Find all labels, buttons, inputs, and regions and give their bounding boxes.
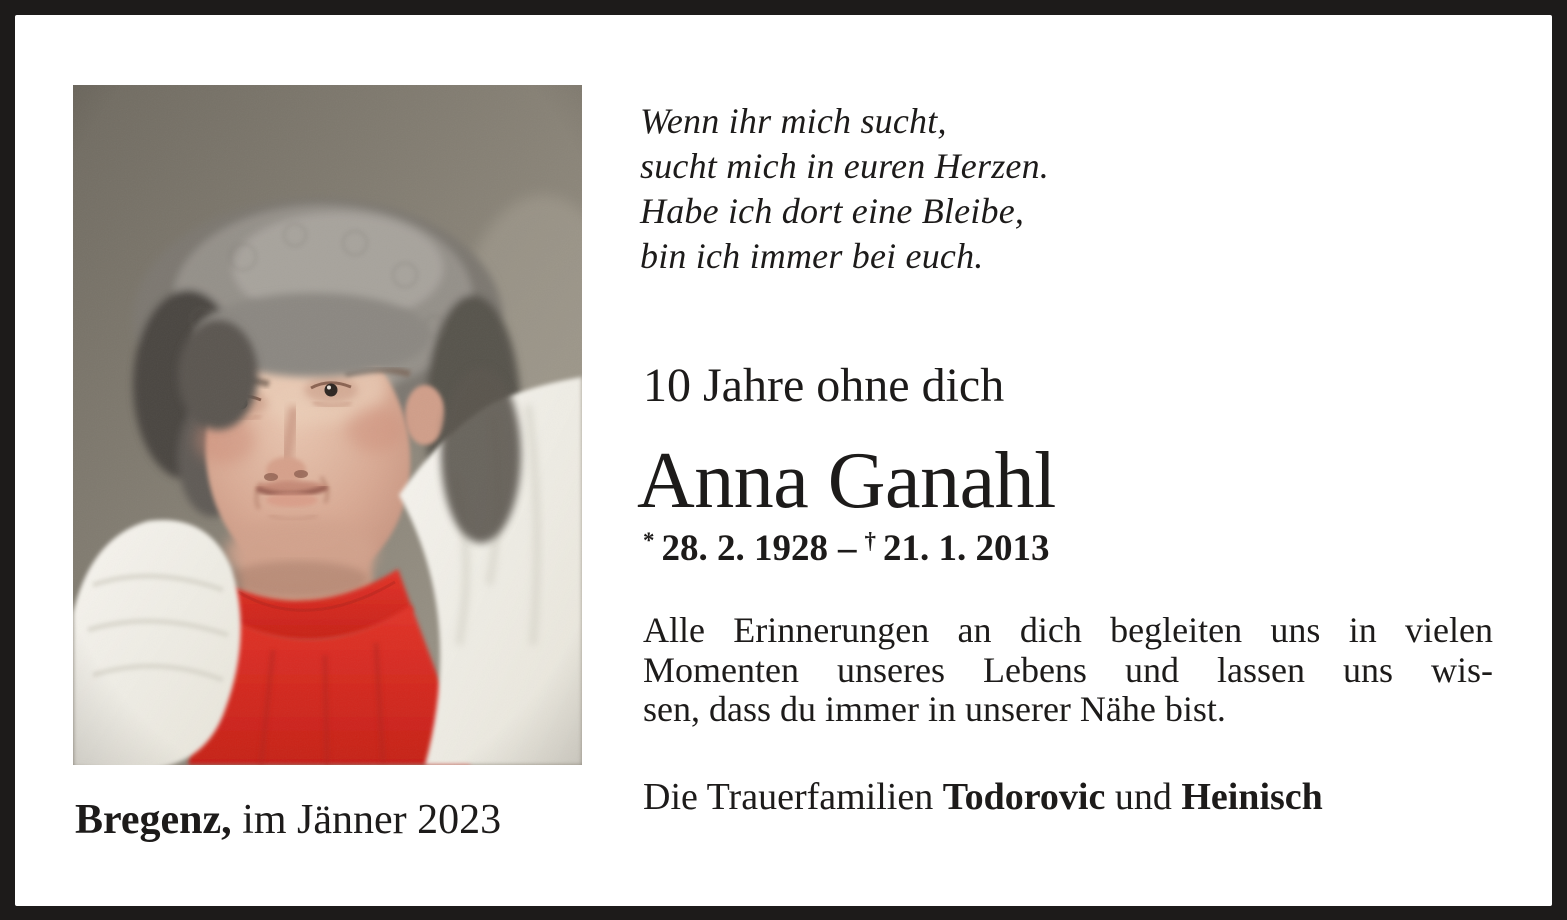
mourners-line [643,775,1323,821]
family-name-heinisch: Heinisch [1181,776,1323,818]
portrait-photo-canvas [73,85,582,765]
portrait-photo [73,85,582,765]
deceased-name: Anna Ganahl [637,437,1056,525]
birth-date: 28. 2. 1928 [661,528,828,569]
date-separator: – [837,528,857,569]
poem-line: Wenn ihr mich sucht, [640,101,947,141]
tribute-paragraph [643,611,1493,730]
death-date: 21. 1. 2013 [882,528,1050,569]
mourners-conjunction: und [1114,776,1172,818]
place-dateline [75,795,501,845]
poem-line: Habe ich dort eine Bleibe, [640,191,1025,231]
birth-star-symbol: * [643,528,655,554]
anniversary-heading: 10 Jahre ohne dich [643,359,1005,412]
place-name: Bregenz, [75,797,232,843]
film-grain-overlay [73,85,582,765]
memorial-card [15,15,1552,906]
mourners-prefix: Die Trauerfamilien [643,776,934,818]
death-cross-symbol: † [864,528,876,554]
poem-line: sucht mich in euren Herzen. [640,146,1049,186]
dateline-date: im Jänner 2023 [242,797,502,843]
family-name-todorovic: Todorovic [942,776,1106,818]
tribute-line: Alle Erinnerungen an dich begleiten uns in vielen [643,610,1493,650]
life-dates [643,527,1049,571]
memorial-poem [640,99,1049,279]
tribute-line: Momenten unseres Lebens und lassen uns wis- [643,649,1493,690]
poem-line: bin ich immer bei euch. [640,236,984,276]
tribute-line: sen, dass du immer in unserer Nähe bist. [643,689,1226,729]
